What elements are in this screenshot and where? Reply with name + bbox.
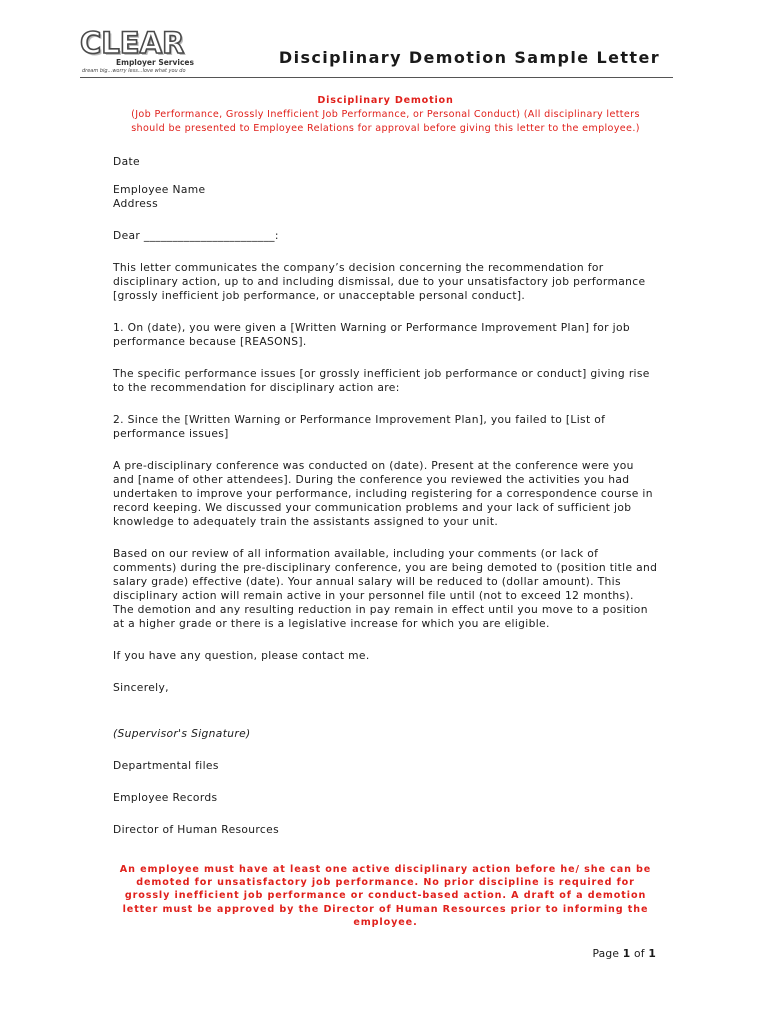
- paragraph-5: A pre-disciplinary conference was conducted on (date). Present at the conference were you and [name of other attendees]. During the conference you reviewed the activities you had undertaken to improve your performance, including registering for a correspondence course in record keeping. We discussed your communication problems and your lack of sufficient job knowledge to adequately train the assistants assigned to your unit.: [113, 459, 653, 528]
- paragraph-3: The specific performance issues [or grossly inefficient job performance or conduct] giving rise to the recommendation for disciplinary action are:: [113, 367, 650, 394]
- paragraph-6: Based on our review of all information available, including your comments (or lack of comments) during the pre-disciplinary conference, you are being demoted to (position title and salary grade) effective (date). Your annual salary will be reduced to (dollar amount). This disciplinary action will remain active in your personnel file until (not to exceed 12 months). The demotion and any resulting reduction in pay remain in effect until you move to a position at a higher grade or there is a legislative increase for which you are eligible.: [113, 547, 658, 630]
- demotion-note: An employee must have at least one active disciplinary action before he/ she can be demoted for unsatisfactory job performance. No prior discipline is required for grossly inefficient job performance or conduct-based action. A draft of a demotion letter must be approved by the Director of Human Resources prior to informing the employee.: [119, 864, 652, 928]
- page-footer: [593, 947, 657, 960]
- header-divider: [80, 77, 673, 78]
- paragraph-2: 1. On (date), you were given a [Written Warning or Performance Improvement Plan] for job performance because [REASONS].: [113, 321, 630, 348]
- logo-wordmark: CLEAR: [80, 26, 185, 60]
- paragraph-1: This letter communicates the company’s decision concerning the recommendation for disciplinary action, up to and including dismissal, due to your unsatisfactory job performance [grossly inefficient job performance, or unacceptable personal conduct].: [113, 261, 646, 302]
- letter-subheading: (Job Performance, Grossly Inefficient Job Performance, or Personal Conduct) (All disciplinary letters should be presented to Employee Relations for approval before giving this letter to the employee.): [131, 109, 640, 134]
- page-label: Page: [592, 947, 620, 960]
- closing: Sincerely,: [113, 681, 169, 694]
- employee-name-line: Employee Name: [113, 183, 206, 196]
- logo-subtitle: Employer Services: [116, 58, 194, 67]
- clear-logo: [80, 28, 200, 74]
- paragraph-7: If you have any question, please contact me.: [113, 649, 370, 662]
- of-label: of: [634, 947, 645, 960]
- page-current: 1: [622, 947, 631, 960]
- cc-departmental-files: Departmental files: [113, 759, 219, 772]
- paragraph-4: 2. Since the [Written Warning or Performance Improvement Plan], you failed to [List of performance issues]: [113, 413, 606, 440]
- document-title: Disciplinary Demotion Sample Letter: [278, 48, 660, 67]
- address-line: Address: [113, 197, 159, 210]
- date-line: Date: [113, 155, 140, 168]
- cc-director-hr: Director of Human Resources: [113, 823, 279, 836]
- letter-body: [113, 94, 658, 929]
- salutation: Dear _______________________:: [113, 229, 279, 242]
- logo-tagline: dream big...worry less...love what you do: [82, 68, 186, 74]
- letter-heading: Disciplinary Demotion: [317, 95, 454, 106]
- signature-line: (Supervisor's Signature): [113, 727, 251, 740]
- page-total: 1: [648, 947, 656, 960]
- cc-employee-records: Employee Records: [113, 791, 218, 804]
